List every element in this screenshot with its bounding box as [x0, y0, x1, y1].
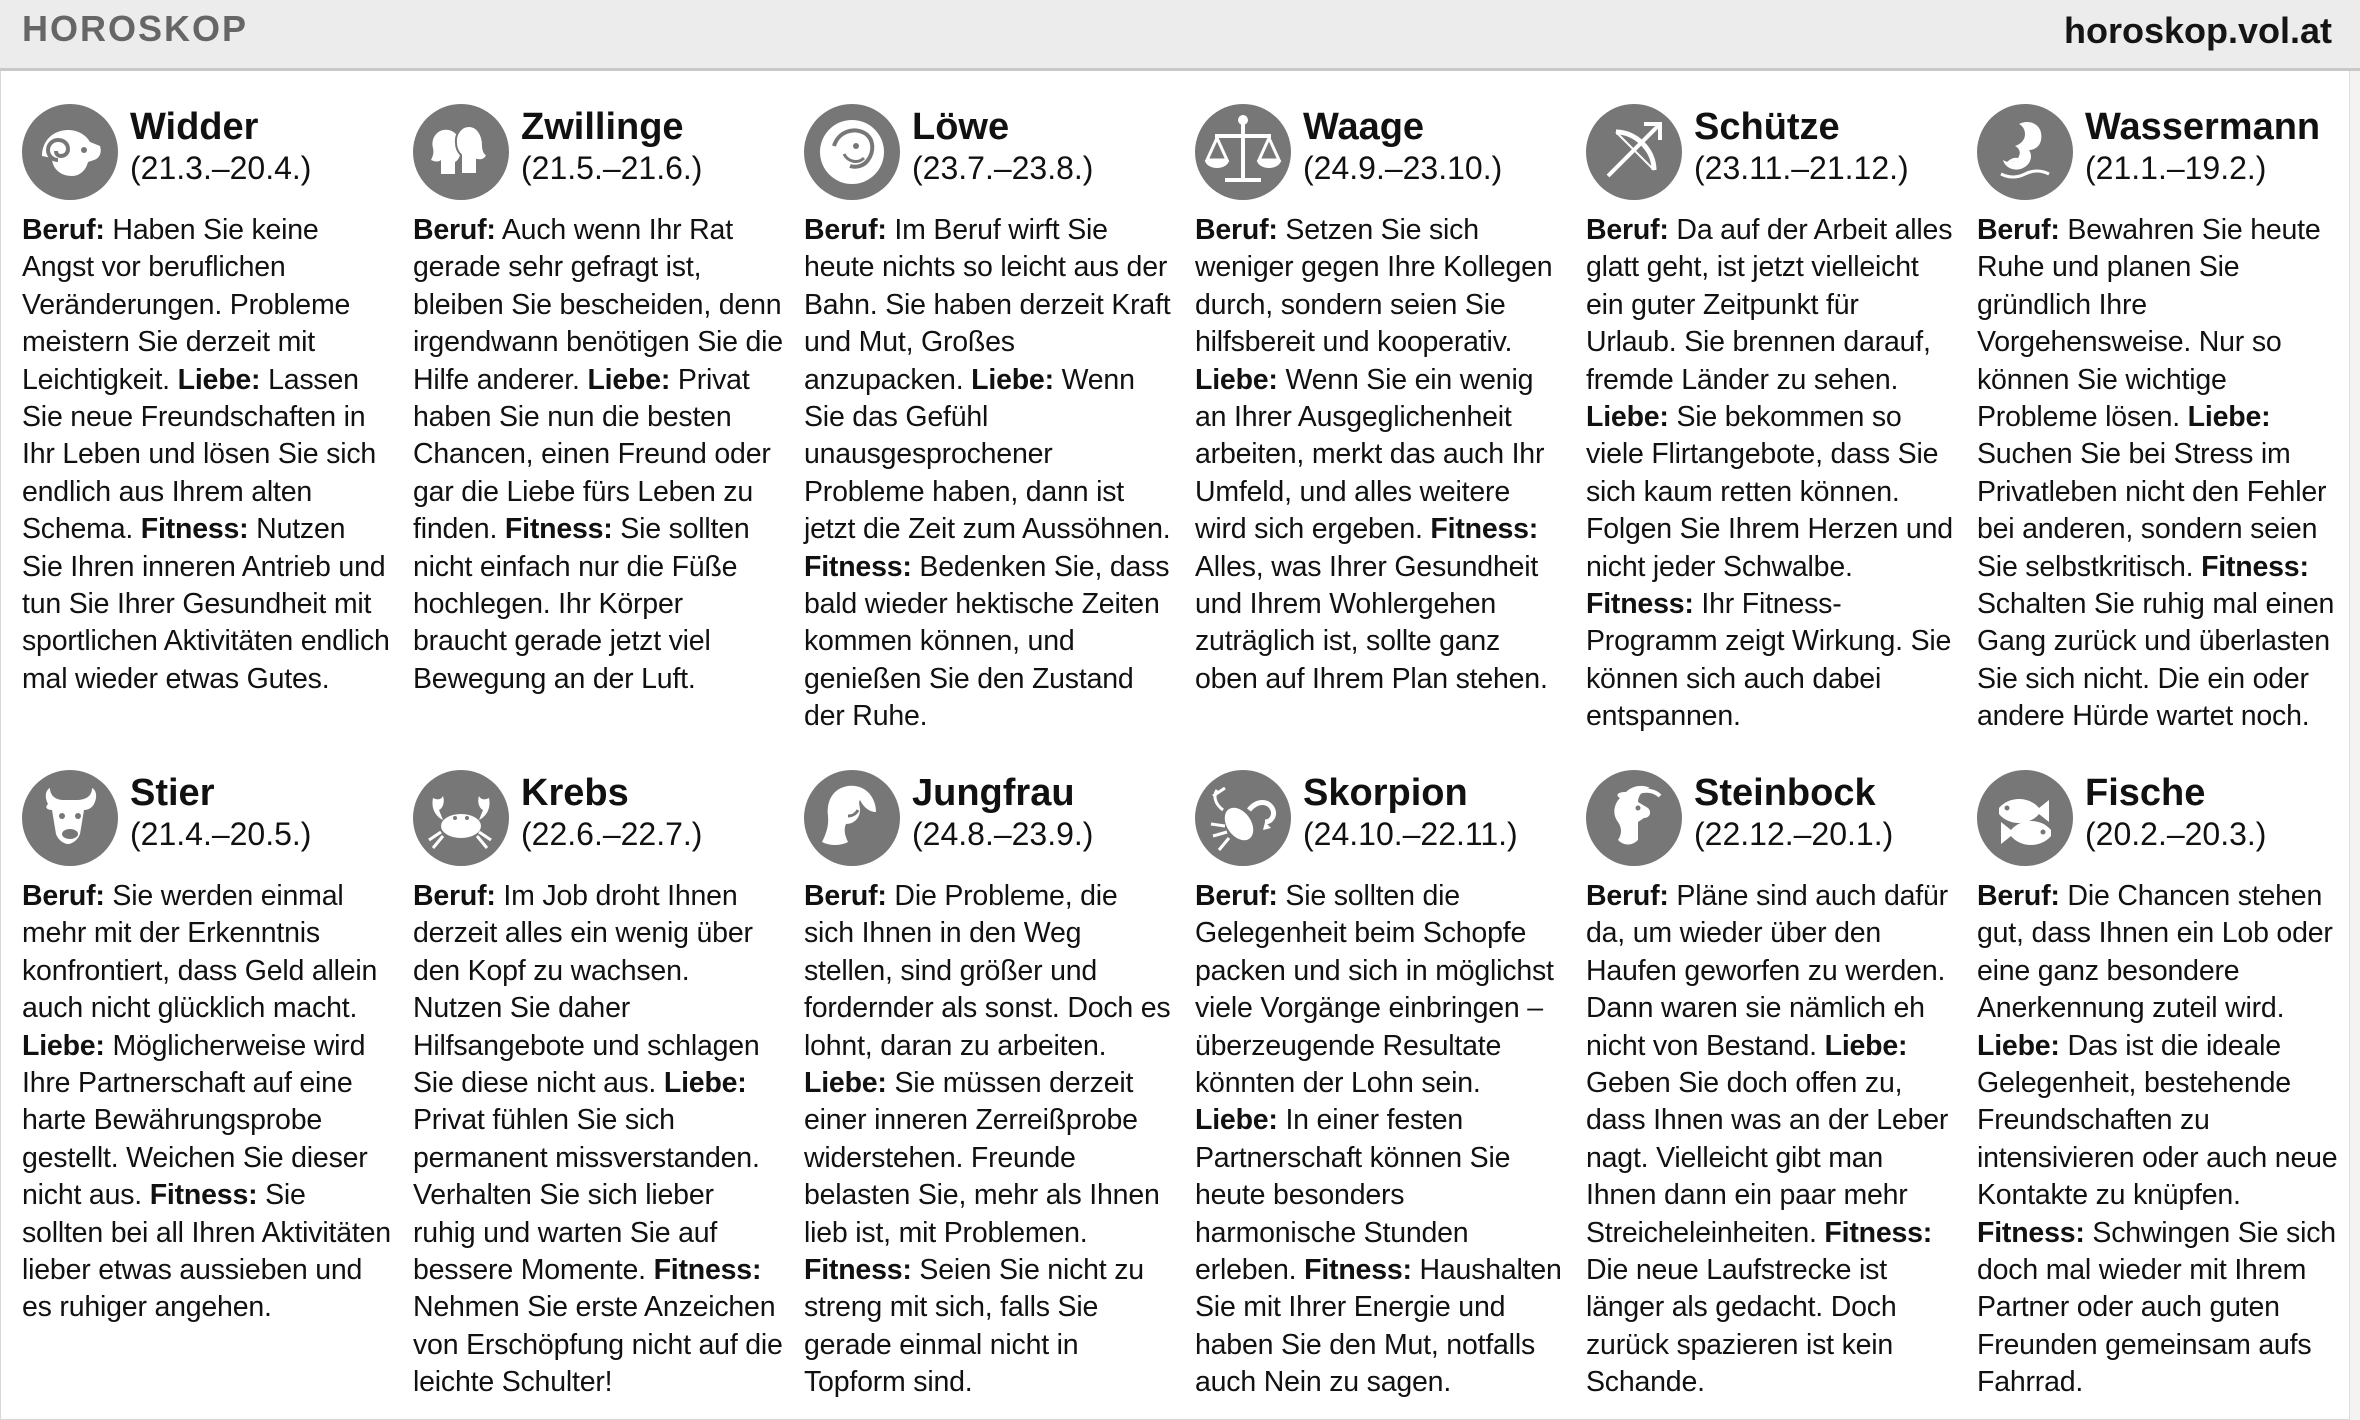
forecast-beruf: Die Chancen stehen gut, dass Ihnen ein Lob oder eine ganz besondere Anerkennung zuteil wird. [1977, 880, 2333, 1025]
forecast-beruf: Im Beruf wirft Sie heute nichts so leicht aus der Bahn. Sie haben derzeit Kraft und Mut, Großes anzupacken. [804, 214, 1171, 396]
twins-icon [413, 104, 509, 200]
label-liebe: Liebe: [587, 363, 671, 396]
forecast-beruf: Setzen Sie sich weniger gegen Ihre Kollegen durch, sondern seien Sie hilfsbereit und kooperativ. [1195, 214, 1553, 359]
sign-forecast [1977, 212, 2347, 736]
sign-dates: (22.12.–20.1.) [1694, 816, 1894, 852]
label-liebe: Liebe: [22, 1029, 105, 1062]
sign-name: Fische [2085, 772, 2206, 814]
label-fitness: Fitness: [149, 1179, 258, 1212]
label-liebe: Liebe: [177, 363, 261, 396]
forecast-fitness: Sie sollten nicht einfach nur die Füße hochlegen. Ihr Körper braucht gerade jetzt viel Bewegung an der Luft. [413, 513, 750, 695]
sign-schütze [1586, 104, 1956, 736]
label-beruf: Beruf: [22, 214, 105, 246]
label-beruf: Beruf: [804, 214, 887, 246]
forecast-beruf: Sie werden einmal mehr mit der Erkenntnis konfrontiert, dass Geld allein auch nicht glücklich macht. [22, 880, 378, 1025]
sign-stier [22, 770, 392, 1327]
sign-name: Wassermann [2085, 106, 2321, 148]
sign-header [413, 104, 783, 212]
forecast-beruf: Haben Sie keine Angst vor beruflichen Veränderungen. Probleme meistern Sie derzeit mit Leichtigkeit. [22, 214, 351, 396]
sign-header [22, 770, 392, 878]
label-beruf: Beruf: [22, 880, 105, 912]
forecast-fitness: Sie sollten bei all Ihren Aktivitäten lieber etwas aussieben und es ruhiger angehen. [22, 1179, 391, 1324]
water-bearer-icon [1977, 104, 2073, 200]
bull-icon [22, 770, 118, 866]
label-fitness: Fitness: [504, 513, 613, 546]
forecast-liebe: In einer festen Partnerschaft können Sie heute besonders harmonische Stunden erleben. [1195, 1104, 1511, 1287]
archer-icon [1586, 104, 1682, 200]
sign-dates: (22.6.–22.7.) [521, 816, 703, 852]
sign-dates: (24.8.–23.9.) [912, 816, 1094, 852]
sign-header [1195, 104, 1565, 212]
sign-skorpion [1195, 770, 1565, 1402]
label-beruf: Beruf: [1977, 214, 2060, 246]
forecast-beruf: Da auf der Arbeit alles glatt geht, ist jetzt vielleicht ein guter Zeitpunkt für Urlaub. Sie brennen darauf, fremde Länder zu sehen. [1586, 214, 1953, 396]
label-beruf: Beruf: [804, 880, 887, 912]
sign-waage [1195, 104, 1565, 698]
sign-steinbock [1586, 770, 1956, 1402]
forecast-fitness: Nutzen Sie Ihren inneren Antrieb und tun Sie Ihrer Gesundheit mit sportlichen Aktivitäten endlich mal wieder etwas Gutes. [22, 513, 390, 695]
sign-header [1195, 770, 1565, 878]
virgin-icon [804, 770, 900, 866]
label-beruf: Beruf: [413, 214, 496, 246]
label-fitness: Fitness: [1430, 513, 1539, 546]
site-url[interactable]: horoskop.vol.at [2063, 10, 2332, 51]
sign-forecast [1586, 878, 1956, 1402]
sign-zwillinge [413, 104, 783, 698]
forecast-fitness: Schalten Sie ruhig mal einen Gang zurück und überlasten Sie sich nicht. Die ein oder andere Hürde wartet noch. [1977, 588, 2335, 733]
forecast-liebe: Wenn Sie ein wenig an Ihrer Ausgeglichenheit arbeiten, merkt das auch Ihr Umfeld, und alles weitere wird sich ergeben. [1195, 363, 1545, 546]
sign-header [413, 770, 783, 878]
sign-jungfrau [804, 770, 1174, 1402]
forecast-beruf: Pläne sind auch dafür da, um wieder über den Haufen geworfen zu werden. Dann waren sie nämlich eh nicht von Bestand. [1586, 880, 1948, 1062]
sign-header [804, 770, 1174, 878]
sign-name: Skorpion [1303, 772, 1468, 814]
label-fitness: Fitness: [2201, 550, 2309, 583]
forecast-fitness: Alles, was Ihrer Gesundheit und Ihrem Wohlergehen zuträglich ist, sollte ganz oben auf Ihrem Plan stehen. [1195, 550, 1548, 695]
sign-fische [1977, 770, 2347, 1402]
sign-forecast [804, 878, 1174, 1402]
ram-icon [22, 104, 118, 200]
sign-forecast [1195, 878, 1565, 1402]
lion-icon [804, 104, 900, 200]
label-liebe: Liebe: [1586, 401, 1669, 434]
label-fitness: Fitness: [1586, 588, 1694, 621]
forecast-liebe: Sie müssen derzeit einer inneren Zerreißprobe widerstehen. Freunde belasten Sie, mehr als Ihnen lieb ist, mit Problemen. [804, 1067, 1160, 1249]
sign-header [1977, 770, 2347, 878]
sign-forecast [413, 878, 783, 1402]
forecast-liebe: Privat fühlen Sie sich permanent missverstanden. Verhalten Sie sich lieber ruhig und warten Sie auf bessere Momente. [413, 1104, 760, 1287]
forecast-fitness: Haushalten Sie mit Ihrer Energie und haben Sie den Mut, notfalls auch Nein zu sagen. [1195, 1254, 1562, 1399]
sign-dates: (21.3.–20.4.) [130, 150, 312, 186]
forecast-liebe: Geben Sie doch offen zu, dass Ihnen was an der Leber nagt. Vielleicht gibt man Ihnen dann ein paar mehr Streicheleinheiten. [1586, 1067, 1949, 1249]
sign-name: Steinbock [1694, 772, 1876, 814]
sign-dates: (21.5.–21.6.) [521, 150, 703, 186]
forecast-liebe: Lassen Sie neue Freundschaften in Ihr Leben und lösen Sie sich endlich aus Ihrem alten Schema. [22, 363, 377, 546]
forecast-fitness: Seien Sie nicht zu streng mit sich, falls Sie gerade einmal nicht in Topform sind. [804, 1254, 1144, 1399]
forecast-fitness: Schwingen Sie sich doch mal wieder mit Ihrem Partner oder auch guten Freunden gemeinsam aufs Fahrrad. [1977, 1216, 2336, 1399]
fish-icon [1977, 770, 2073, 866]
forecast-liebe: Das ist die ideale Gelegenheit, bestehende Freundschaften zu intensivieren oder auch neue Kontakte zu knüpfen. [1977, 1029, 2338, 1212]
sign-forecast [413, 212, 783, 698]
scrollbar[interactable] [2349, 71, 2360, 1420]
sign-widder [22, 104, 392, 698]
label-liebe: Liebe: [1195, 1104, 1278, 1137]
scorpion-icon [1195, 770, 1291, 866]
label-beruf: Beruf: [1195, 214, 1278, 246]
sign-name: Löwe [912, 106, 1010, 148]
sign-header [804, 104, 1174, 212]
forecast-beruf: Die Probleme, die sich Ihnen in den Weg stellen, sind größer und fordernder als sonst. Doch es lohnt, daran zu arbeiten. [804, 880, 1171, 1062]
label-liebe: Liebe: [1977, 1029, 2060, 1062]
forecast-beruf: Sie sollten die Gelegenheit beim Schopfe packen und sich in möglichst viele Vorgänge einbringen – überzeugende Resultate könnten der Lohn sein. [1195, 880, 1554, 1100]
label-fitness: Fitness: [1304, 1254, 1412, 1287]
sign-name: Widder [130, 106, 259, 148]
sign-name: Schütze [1694, 106, 1840, 148]
forecast-liebe: Sie bekommen so viele Flirtangebote, dass Sie sich kaum retten können. Folgen Sie Ihrem Herzen und nicht jeder Schwalbe. [1586, 401, 1953, 583]
forecast-beruf: Bewahren Sie heute Ruhe und planen Sie gründlich Ihre Vorgehensweise. Nur so können Sie wichtige Probleme lösen. [1977, 214, 2321, 434]
label-fitness: Fitness: [1824, 1216, 1933, 1249]
sign-forecast [22, 878, 392, 1327]
label-fitness: Fitness: [653, 1254, 762, 1287]
label-beruf: Beruf: [413, 880, 496, 912]
crab-icon [413, 770, 509, 866]
forecast-fitness: Nehmen Sie erste Anzeichen von Erschöpfung nicht auf die leichte Schulter! [413, 1291, 783, 1399]
label-beruf: Beruf: [1586, 214, 1669, 246]
label-fitness: Fitness: [804, 1254, 912, 1287]
label-beruf: Beruf: [1195, 880, 1278, 912]
forecast-liebe: Privat haben Sie nun die besten Chancen, einen Freund oder gar die Liebe fürs Leben zu finden. [413, 363, 771, 546]
sign-forecast [1977, 878, 2347, 1402]
label-liebe: Liebe: [663, 1067, 747, 1100]
sign-name: Stier [130, 772, 215, 814]
label-fitness: Fitness: [140, 513, 249, 546]
forecast-liebe: Möglicherweise wird Ihre Partnerschaft auf eine harte Bewährungsprobe gestellt. Weichen Sie dieser nicht aus. [22, 1029, 368, 1212]
sign-forecast [1586, 212, 1956, 736]
sign-forecast [1195, 212, 1565, 698]
forecast-liebe: Suchen Sie bei Stress im Privatleben nicht den Fehler bei anderen, sondern seien Sie selbstkritisch. [1977, 438, 2327, 583]
label-fitness: Fitness: [1977, 1216, 2085, 1249]
sign-dates: (24.9.–23.10.) [1303, 150, 1503, 186]
header-divider [0, 68, 2360, 71]
sign-name: Zwillinge [521, 106, 684, 148]
label-liebe: Liebe: [1824, 1029, 1908, 1062]
sign-name: Waage [1303, 106, 1425, 148]
sign-forecast [22, 212, 392, 698]
sign-löwe [804, 104, 1174, 736]
sign-dates: (23.7.–23.8.) [912, 150, 1094, 186]
sign-dates: (24.10.–22.11.) [1303, 816, 1518, 852]
sign-dates: (20.2.–20.3.) [2085, 816, 2267, 852]
label-beruf: Beruf: [1977, 880, 2060, 912]
sign-header [1586, 104, 1956, 212]
sign-dates: (23.11.–21.12.) [1694, 150, 1909, 186]
scales-icon [1195, 104, 1291, 200]
label-liebe: Liebe: [804, 1067, 887, 1100]
label-fitness: Fitness: [804, 550, 912, 583]
sign-name: Krebs [521, 772, 629, 814]
sign-header [1977, 104, 2347, 212]
forecast-fitness: Ihr Fitness-Programm zeigt Wirkung. Sie können sich auch dabei entspannen. [1586, 588, 1952, 733]
sign-forecast [804, 212, 1174, 736]
label-liebe: Liebe: [2187, 401, 2271, 434]
sign-name: Jungfrau [912, 772, 1075, 814]
page-title: HOROSKOP [22, 8, 249, 49]
forecast-fitness: Bedenken Sie, dass bald wieder hektische Zeiten kommen können, und genießen Sie den Zustand der Ruhe. [804, 550, 1170, 733]
sign-header [1586, 770, 1956, 878]
forecast-liebe: Wenn Sie das Gefühl unausgesprochener Probleme haben, dann ist jetzt die Zeit zum Aussöhnen. [804, 363, 1171, 546]
forecast-beruf: Im Job droht Ihnen derzeit alles ein wenig über den Kopf zu wachsen. Nutzen Sie daher Hilfsangebote und schlagen Sie diese nicht aus. [413, 880, 760, 1100]
sign-dates: (21.1.–19.2.) [2085, 150, 2267, 186]
sign-wassermann [1977, 104, 2347, 736]
goat-icon [1586, 770, 1682, 866]
label-liebe: Liebe: [1195, 363, 1278, 396]
forecast-fitness: Die neue Laufstrecke ist länger als gedacht. Doch zurück spazieren ist kein Schande. [1586, 1254, 1897, 1399]
header-bar [0, 0, 2360, 68]
label-beruf: Beruf: [1586, 880, 1669, 912]
forecast-beruf: Auch wenn Ihr Rat gerade sehr gefragt ist, bleiben Sie bescheiden, denn irgendwann benötigen Sie die Hilfe anderer. [413, 214, 783, 396]
sign-dates: (21.4.–20.5.) [130, 816, 312, 852]
sign-header [22, 104, 392, 212]
label-liebe: Liebe: [971, 363, 1054, 396]
sign-krebs [413, 770, 783, 1402]
